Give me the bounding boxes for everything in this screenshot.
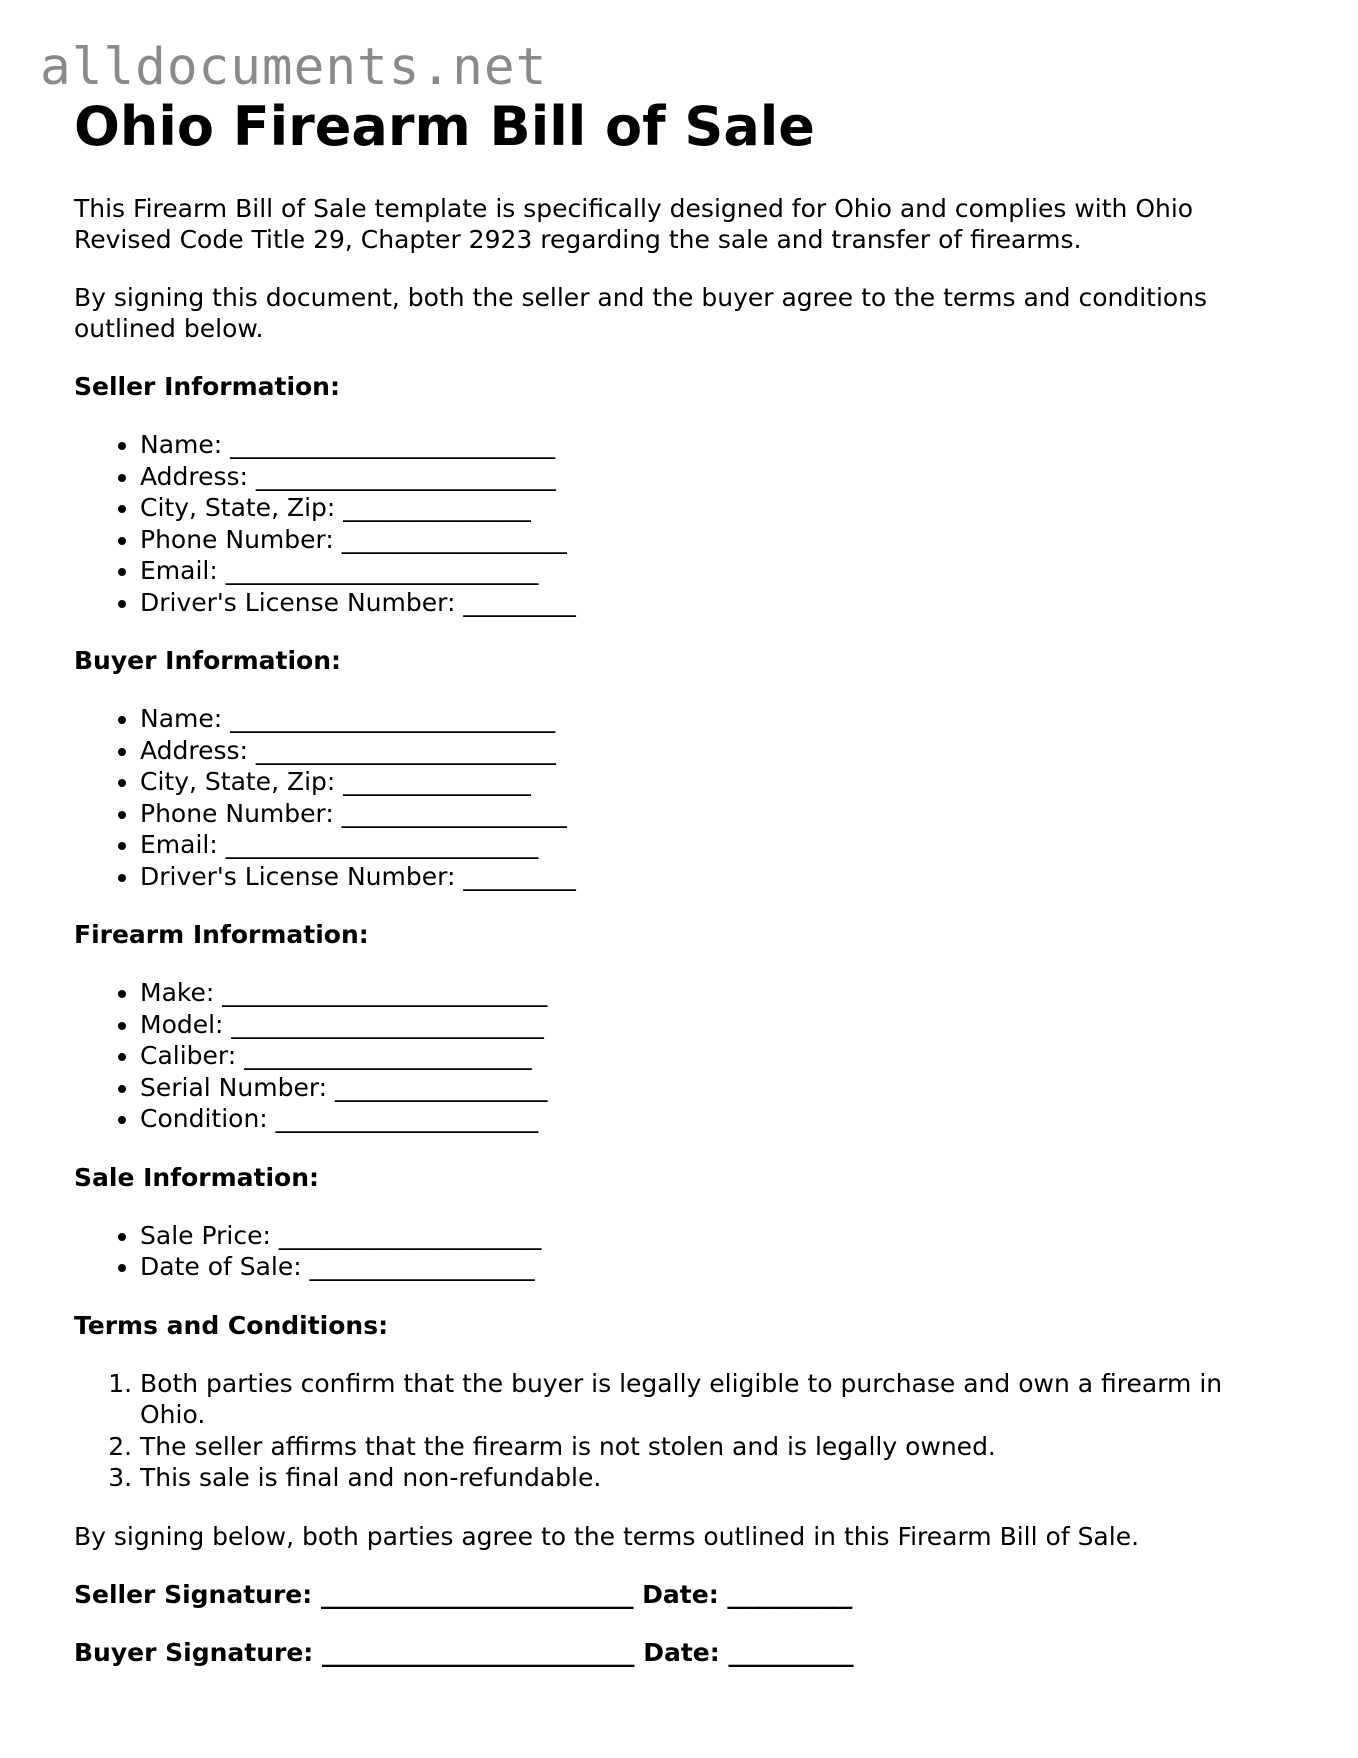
seller-field-list: [74, 429, 1284, 618]
terms-item: 1. Both parties confirm that the buyer is legally eligible to purchase and own a firearm in Ohio.: [140, 1368, 1284, 1431]
seller-email-field[interactable]: • Email: _________________________: [140, 555, 1284, 587]
terms-list: [74, 1368, 1284, 1494]
terms-item: 2. The seller affirms that the firearm is not stolen and is legally owned.: [140, 1431, 1284, 1463]
firearm-condition-field[interactable]: • Condition: _____________________: [140, 1103, 1284, 1135]
firearm-model-field[interactable]: • Model: _________________________: [140, 1009, 1284, 1041]
page-title: Ohio Firearm Bill of Sale: [74, 95, 815, 158]
firearm-heading: Firearm Information:: [74, 920, 369, 949]
document-page: [74, 95, 1284, 1695]
terms-item: 3. This sale is final and non-refundable.: [140, 1462, 1284, 1494]
firearm-serial-field[interactable]: • Serial Number: _________________: [140, 1072, 1284, 1104]
terms-heading: Terms and Conditions:: [74, 1310, 389, 1340]
buyer-city-state-zip-field[interactable]: • City, State, Zip: _______________: [140, 766, 1284, 798]
seller-address-field[interactable]: • Address: ________________________: [140, 461, 1284, 493]
sale-field-list: [74, 1220, 1284, 1283]
closing-paragraph: By signing below, both parties agree to the terms outlined in this Firearm Bill of Sale.: [74, 1521, 1140, 1551]
seller-signature-line[interactable]: Seller Signature: _________________________ Date: __________: [74, 1579, 853, 1609]
firearm-make-field[interactable]: • Make: __________________________: [140, 977, 1284, 1009]
sale-heading: Sale Information:: [74, 1162, 319, 1192]
sale-price-field[interactable]: • Sale Price: _____________________: [140, 1220, 1284, 1252]
buyer-signature-line[interactable]: Buyer Signature: _________________________ Date: __________: [74, 1637, 854, 1667]
firearm-field-list: [74, 977, 1284, 1135]
buyer-email-field[interactable]: • Email: _________________________: [140, 829, 1284, 861]
seller-name-field[interactable]: • Name: __________________________: [140, 429, 1284, 461]
sale-date-field[interactable]: • Date of Sale: __________________: [140, 1251, 1284, 1283]
buyer-name-field[interactable]: • Name: __________________________: [140, 703, 1284, 735]
watermark: alldocuments.net: [40, 38, 548, 97]
seller-license-field[interactable]: • Driver's License Number: _________: [140, 587, 1284, 619]
intro-paragraph-2: By signing this document, both the seller and the buyer agree to the terms and conditions outlined below.: [74, 283, 1208, 343]
seller-city-state-zip-field[interactable]: • City, State, Zip: _______________: [140, 492, 1284, 524]
buyer-phone-field[interactable]: • Phone Number: __________________: [140, 798, 1284, 830]
buyer-field-list: [74, 703, 1284, 892]
intro-paragraph-1: This Firearm Bill of Sale template is specifically designed for Ohio and complies with Ohio Revised Code Title 29, Chapter 2923 regarding the sale and transfer of firearms.: [74, 194, 1194, 254]
buyer-address-field[interactable]: • Address: ________________________: [140, 735, 1284, 767]
seller-heading: Seller Information:: [74, 372, 340, 401]
buyer-license-field[interactable]: • Driver's License Number: _________: [140, 861, 1284, 893]
firearm-caliber-field[interactable]: • Caliber: _______________________: [140, 1040, 1284, 1072]
buyer-heading: Buyer Information:: [74, 646, 342, 675]
seller-phone-field[interactable]: • Phone Number: __________________: [140, 524, 1284, 556]
